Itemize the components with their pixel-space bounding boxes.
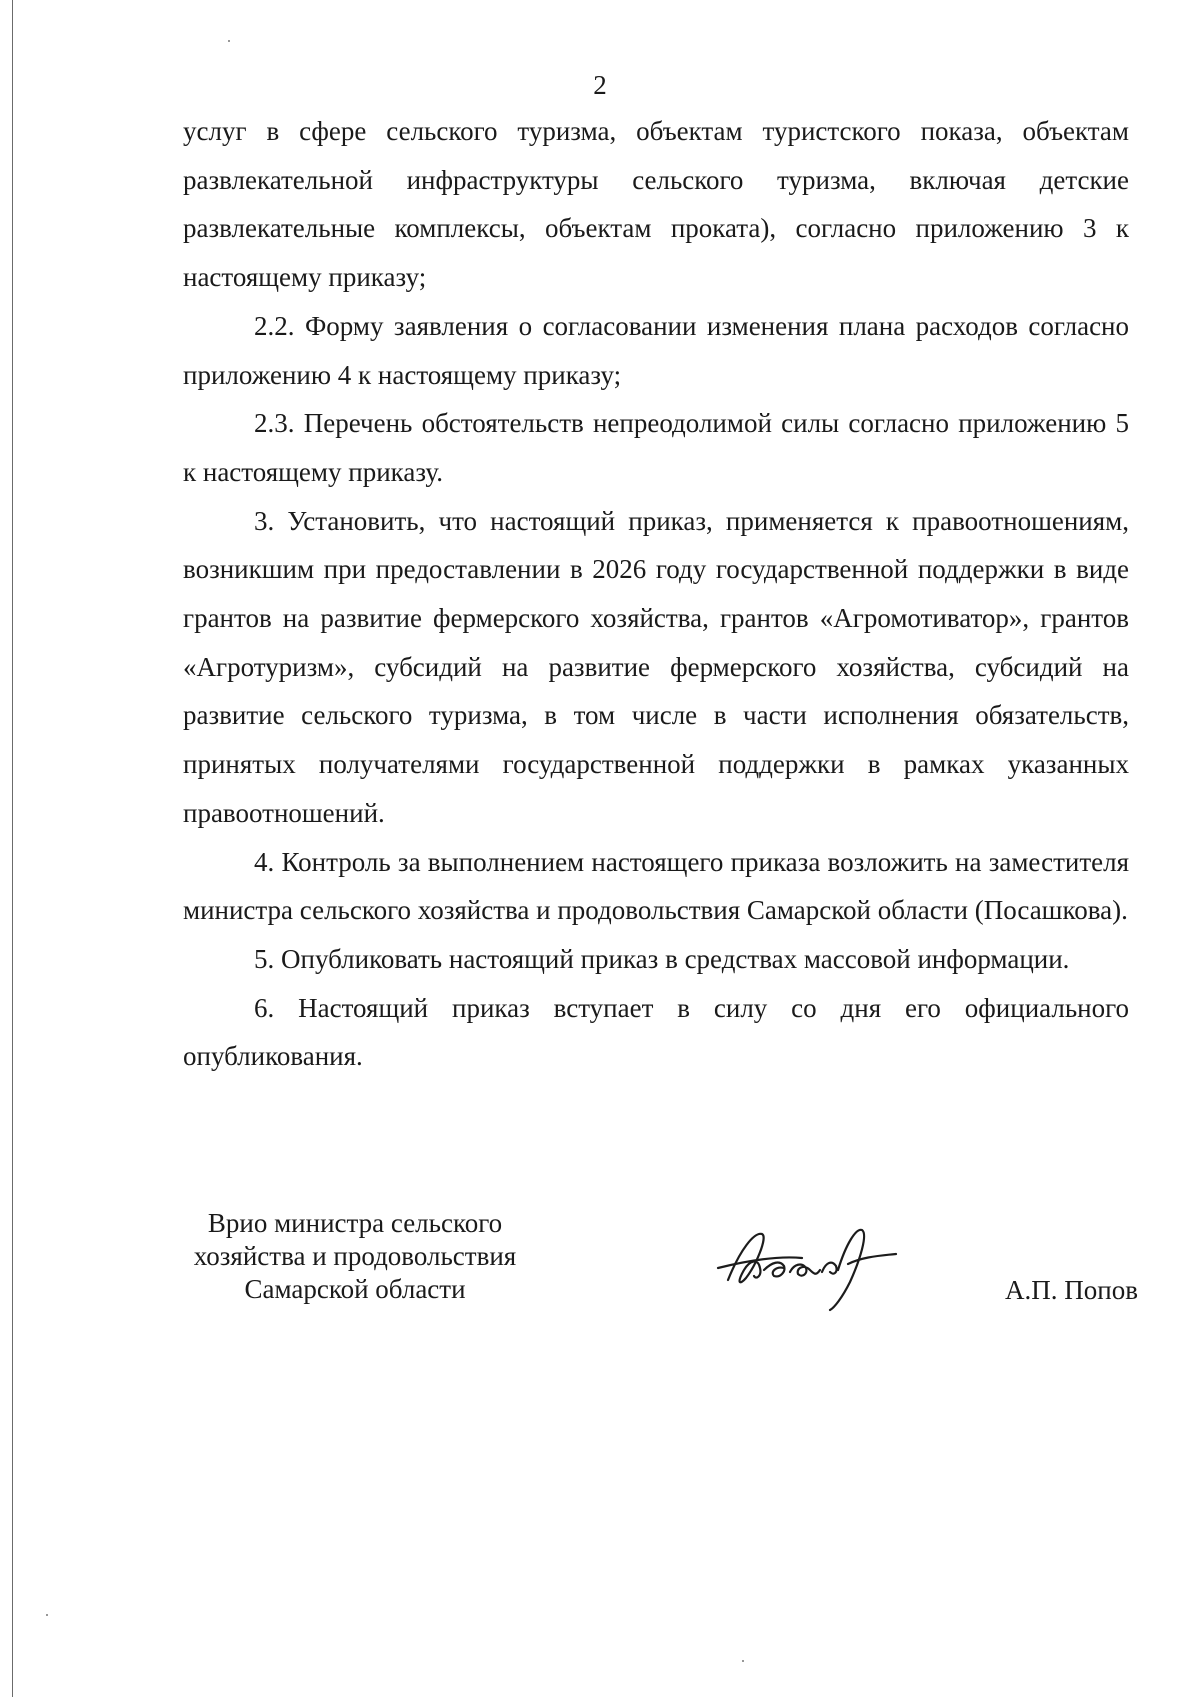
signatory-title-line: Самарской области [244,1274,466,1304]
signatory-title [170,1207,540,1306]
paragraph-3: 3. Установить, что настоящий приказ, применяется к правоотношениям, возникшим при предоставлении в 2026 году государственной поддержки в виде грантов на развитие фермерского хозяйства, грантов «Агромотиватор», грантов «Агротуризм», субсидий на развитие фермерского хозяйства, субсидий на развитие сельского туризма, в том числе в части исполнения обязательств, принятых получателями государственной поддержки в рамках указанных правоотношений. [183,505,1129,828]
paragraph-2-2: 2.2. Форму заявления о согласовании изменения плана расходов согласно приложению 4 к настоящему приказу; [183,310,1129,390]
handwritten-signature-icon [710,1210,910,1315]
signatory-title-line: Врио министра сельского [207,1208,503,1238]
page-number: 2 [593,70,607,100]
paragraph-6: 6. Настоящий приказ вступает в силу со дня его официального опубликования. [183,992,1129,1072]
signatory-title-line: хозяйства и продовольствия [193,1241,517,1271]
scan-speck [46,1614,48,1616]
paragraph-5: 5. Опубликовать настоящий приказ в средствах массовой информации. [254,943,1070,974]
scan-speck [228,40,230,42]
paragraph-continuation: услуг в сфере сельского туризма, объектам туристского показа, объектам развлекательной инфраструктуры сельского туризма, включая детские развлекательные комплексы, объектам проката), согласно приложению 3 к настоящему приказу; [183,116,1129,293]
paragraph-4: 4. Контроль за выполнением настоящего приказа возложить на заместителя министра сельского хозяйства и продовольствия Самарской области (Посашкова). [183,846,1129,926]
scan-edge-line [12,0,13,1697]
paragraph-2-3: 2.3. Перечень обстоятельств непреодолимой силы согласно приложению 5 к настоящему приказу. [183,408,1129,487]
signatory-name: А.П. Попов [1005,1275,1138,1305]
document-body [183,107,1129,1081]
scan-speck [742,1660,744,1662]
